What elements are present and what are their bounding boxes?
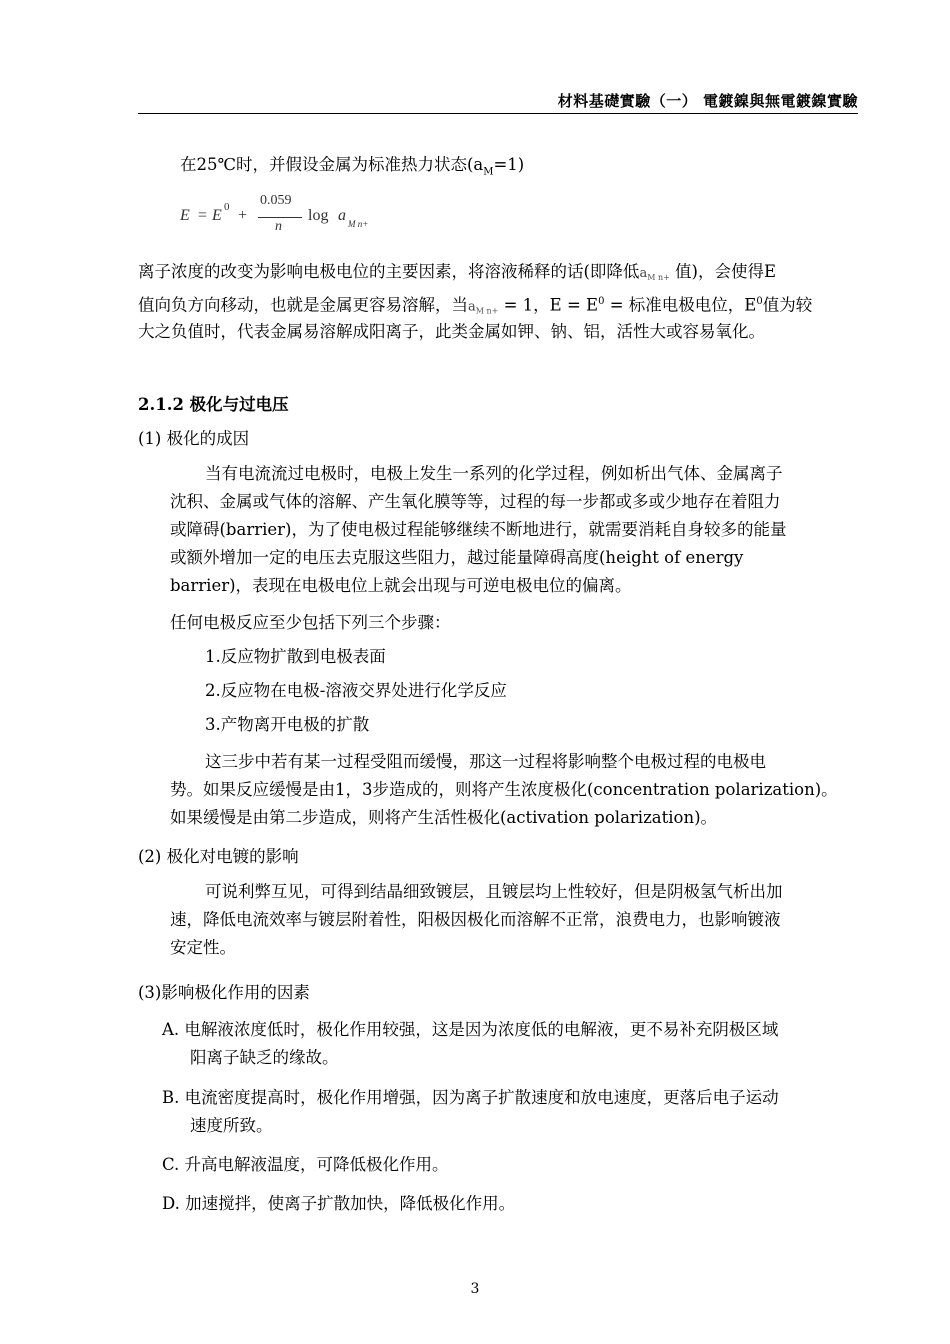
para1-l2-eq: = 1，E = E: [498, 295, 599, 315]
step-item: 1.反应物扩散到电极表面: [205, 647, 386, 666]
inline-activity: a: [639, 266, 648, 281]
factor-b-line1: B. 电流密度提高时，极化作用增强，因为离子扩散速度和放电速度，更落后电子运动: [162, 1088, 779, 1107]
para1-l1-text: 离子浓度的改变为影响电极电位的主要因素，将溶液稀释的话(即降低: [138, 262, 640, 281]
header-rule: [138, 113, 858, 114]
steps-intro: 任何电极反应至少包括下列三个步骤：: [170, 613, 451, 632]
formula-e0-sup: 0: [224, 201, 230, 213]
sub2-line1: 可说利弊互见，可得到结晶细致镀层，且镀层均上性较好，但是阴极氢气析出加: [205, 882, 783, 901]
formula-activity: a: [338, 207, 346, 224]
sub1-p2-line2: 势。如果反应缓慢是由1，3步造成的，则将产生浓度极化(concentration polarization)。: [170, 780, 838, 799]
nernst-equation: [180, 193, 380, 243]
factor-a-line2: 阳离子缺乏的缘故。: [190, 1048, 339, 1067]
formula-numerator: 0.059: [260, 193, 292, 208]
intro-line: [180, 150, 524, 187]
section-heading: 2.1.2 极化与过电压: [138, 395, 289, 414]
sub2-line2: 速，降低电流效率与镀层附着性，阳极因极化而溶解不正常，浪费电力，也影响镀液: [170, 910, 781, 929]
sub1-p1-line5: barrier)，表现在电极电位上就会出现与可逆电极电位的偏离。: [170, 576, 632, 595]
factor-a-line1: A. 电解液浓度低时，极化作用较强，这是因为浓度低的电解液，更不易补充阴极区域: [162, 1020, 779, 1039]
para1-l2-tail: 值为较: [762, 295, 813, 315]
sub1-p1-line1: 当有电流流过电极时，电极上发生一系列的化学过程，例如析出气体、金属离子: [205, 464, 783, 483]
para1-l2-sup2: 0: [756, 296, 763, 307]
sub1-title: (1) 极化的成因: [138, 429, 250, 448]
sub1-p2-line1: 这三步中若有某一过程受阻而缓慢，那这一过程将影响整个电极过程的电极电: [205, 752, 766, 771]
factor-c: C. 升高电解液温度，可降低极化作用。: [162, 1155, 449, 1174]
para1-l1-tail: 值)，会使得E: [669, 262, 777, 281]
formula-denominator: n: [275, 219, 282, 234]
inline-activity-2: a: [468, 299, 476, 315]
sub2-title: (2) 极化对电镀的影响: [138, 847, 299, 866]
formula-plus: +: [238, 207, 248, 224]
sub1-p1-line3: 或障碍(barrier)，为了使电极过程能够继续不断地进行，就需要消耗自身较多的能量: [170, 520, 787, 539]
step-item: 2.反应物在电极-溶液交界处进行化学反应: [205, 681, 507, 700]
inline-activity-sub: M n+: [647, 273, 670, 282]
sub3-title: (3)影响极化作用的因素: [138, 983, 310, 1002]
formula-log: log: [308, 207, 329, 224]
formula-lhs: E: [180, 207, 190, 224]
inline-activity-sub-2: M n+: [475, 306, 499, 316]
para1-l2-text: 值向负方向移动，也就是金属更容易溶解，当: [138, 295, 468, 315]
para1-line3: 大之负值时，代表金属易溶解成阳离子，此类金属如钾、钠、铝，活性大或容易氧化。: [138, 322, 765, 341]
step-item: 3.产物离开电极的扩散: [205, 715, 370, 734]
intro-text-b: =1): [493, 155, 525, 174]
intro-sub: M: [483, 166, 494, 178]
para1-l2-mid: = 标准电极电位，E: [604, 295, 757, 315]
sub1-p1-line2: 沈积、金属或气体的溶解、产生氧化膜等等，过程的每一步都或多或少地存在着阻力: [170, 492, 781, 511]
factor-d: D. 加速搅拌，使离子扩散加快，降低极化作用。: [162, 1194, 516, 1213]
formula-activity-sub: M n+: [348, 219, 369, 229]
formula-equals: =: [198, 207, 208, 224]
page-number: 3: [470, 1281, 480, 1297]
para1-l2-sup1: 0: [598, 296, 605, 307]
formula-e0: E: [212, 207, 222, 224]
factor-b-line2: 速度所致。: [190, 1116, 273, 1135]
sub2-line3: 安定性。: [170, 938, 236, 957]
sub1-p2-line3: 如果缓慢是由第二步造成，则将产生活性极化(activation polarization)。: [170, 808, 718, 827]
formula-fraction-bar: [258, 217, 302, 218]
intro-text-a: 在25℃时，并假设金属为标准热力状态(a: [180, 155, 484, 174]
page-header: 材料基礎實驗（一） 電鍍鎳與無電鍍鎳實驗: [557, 92, 858, 110]
sub1-p1-line4: 或额外增加一定的电压去克服这些阻力，越过能量障碍高度(height of energy: [170, 548, 744, 567]
